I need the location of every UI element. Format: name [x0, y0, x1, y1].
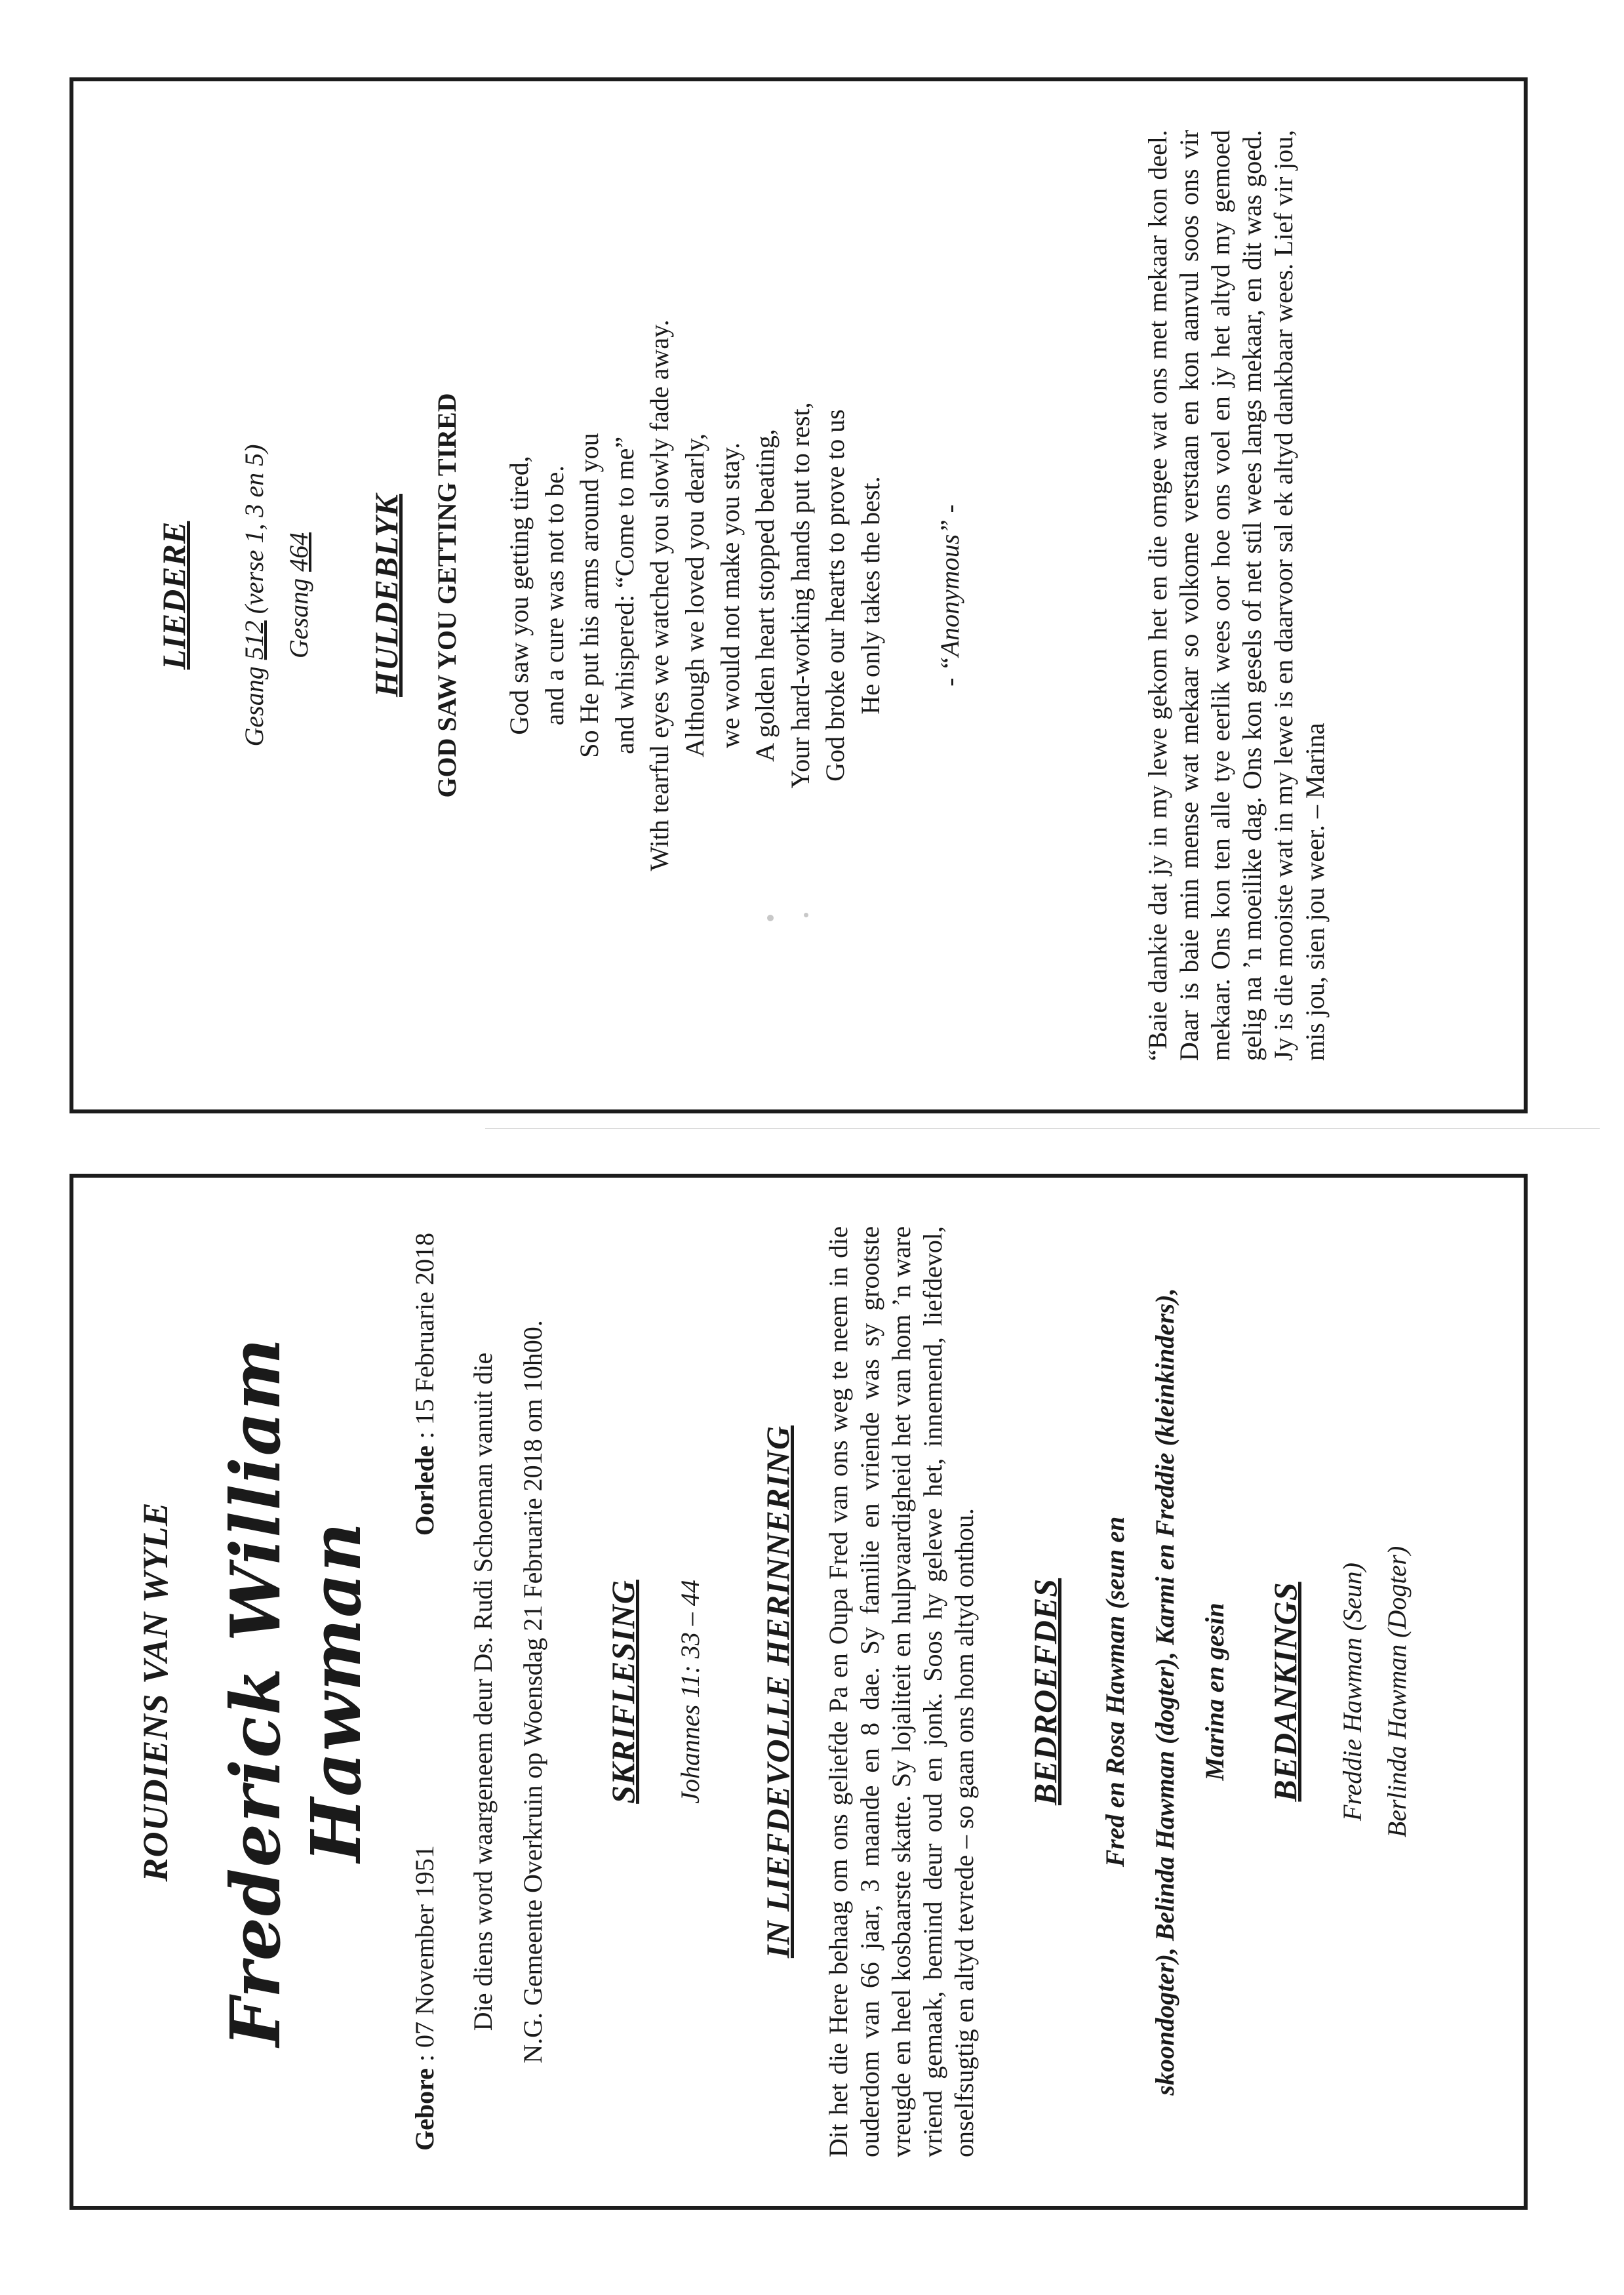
skriflesing-section	[604, 1226, 713, 2157]
poem-line: God saw you getting tired,	[504, 456, 534, 735]
poem-line: God broke our hearts to prove to us	[820, 409, 850, 782]
birth-date: Gebore : 07 November 1951	[410, 1845, 439, 2151]
herinnering-text: Dit het die Here behaag om ons geliefde Pa en Oupa Fred van ons weg te neem in die ouderdom van 66 jaar, 3 maande en 8 dae. Sy familie en vriende was sy grootste vreugde en heel kosbaarste skatte. Sy lojaliteit en hulpvaardigheid het van hom ’n ware vriend gemaak, bemind deur oud en jonk. Soos hy gelewe het, innemend, liefdevol, onselfsugtig en altyd tevrede – so gaan ons hom altyd onthou.	[823, 1226, 979, 2157]
skriflesing-heading: SKRIFLESING	[604, 1580, 641, 1804]
death-date: Oorlede : 15 Februarie 2018	[410, 1233, 439, 1536]
paper-speck	[767, 915, 774, 921]
poem-line: Although we loved you dearly,	[679, 433, 709, 757]
bedankings-heading: BEDANKINGS	[1267, 1582, 1303, 1802]
poem-line: So He put his arms around you	[574, 433, 604, 758]
poem-line: Your hard-working hands put to rest,	[785, 402, 815, 789]
poem-line: we would not make you stay.	[715, 442, 745, 749]
bedankings-section	[1266, 1226, 1419, 2157]
huldeblyk-section	[367, 130, 965, 1061]
dates-row	[409, 1226, 440, 2157]
hymn-line-2: Gesang 464	[284, 532, 313, 659]
card-fold-line	[485, 1128, 1600, 1129]
poem-line: He only takes the best.	[855, 476, 885, 715]
herinnering-heading: IN LIEFDEVOLLE HERINNERING	[759, 1425, 796, 1959]
thanks-list: Freddie Hawman (Seun) Berlinda Hawman (Dogter)	[1337, 1546, 1412, 1838]
deceased-name: Frederick William Hawman	[215, 1336, 376, 2047]
liedere-section	[155, 130, 321, 1061]
left-page-panel	[69, 1174, 1528, 2210]
scripture-reference: Johannes 11: 33 – 44	[675, 1580, 705, 1804]
poem-title: GOD SAW YOU GETTING TIRED	[432, 393, 462, 798]
poem-line: A golden heart stopped beating,	[750, 429, 780, 762]
poem-line: With tearful eyes we watched you slowly fade away.	[644, 319, 675, 871]
poem	[502, 130, 888, 1061]
page-title: ROUDIENS VAN WYLE	[136, 1502, 175, 1882]
bedroefdes-section	[1026, 1226, 1240, 2157]
right-page-content	[76, 84, 1521, 1107]
service-details: Die diens word waargeneem deur Ds. Rudi Schoeman vanuit die N.G. Gemeente Overkruin op Woensdag 21 Februarie 2018 om 10h00.	[468, 1320, 547, 2064]
huldeblyk-heading: HULDEBLYK	[368, 494, 405, 697]
mourners-list: Fred en Rosa Hawman (seun en skoondogter), Belinda Hawman (dogter), Karmi en Freddie (kleinkinders), Marina en gesin	[1100, 1288, 1229, 2096]
poem-line: and whispered: “Come to me”	[609, 436, 639, 755]
liedere-list	[232, 130, 321, 1061]
poem-author: - “Anonymous” -	[934, 504, 964, 687]
poem-line: and a cure was not to be.	[539, 465, 569, 726]
paper-speck	[804, 913, 808, 917]
bedroefdes-heading: BEDROEFDES	[1027, 1578, 1063, 1806]
liedere-heading: LIEDERE	[155, 521, 192, 670]
left-page-content	[76, 1180, 1521, 2203]
hymn-line-1: Gesang 512 (verse 1, 3 en 5)	[239, 444, 269, 747]
right-page-panel	[69, 77, 1528, 1113]
personal-tribute-quote: “Baie dankie dat jy in my lewe gekom het en die omgee wat ons met mekaar kon deel. Daar is baie min mense wat mekaar so volkome verstaan en kon aanvul soos ons vir mekaar. Ons kon ten alle tye eerlik wees oor hoe ons voel en jy het altyd my gemoed gelig na ’n moeilike dag. Ons kon gesels of net stil wees langs mekaar, en dit was goed. Jy is die mooiste wat in my lewe is en daarvoor sal ek altyd dankbaar wees. Lief vir jou, mis jou, sien jou weer. – Marina	[1142, 130, 1330, 1061]
herinnering-section	[759, 1226, 980, 2157]
